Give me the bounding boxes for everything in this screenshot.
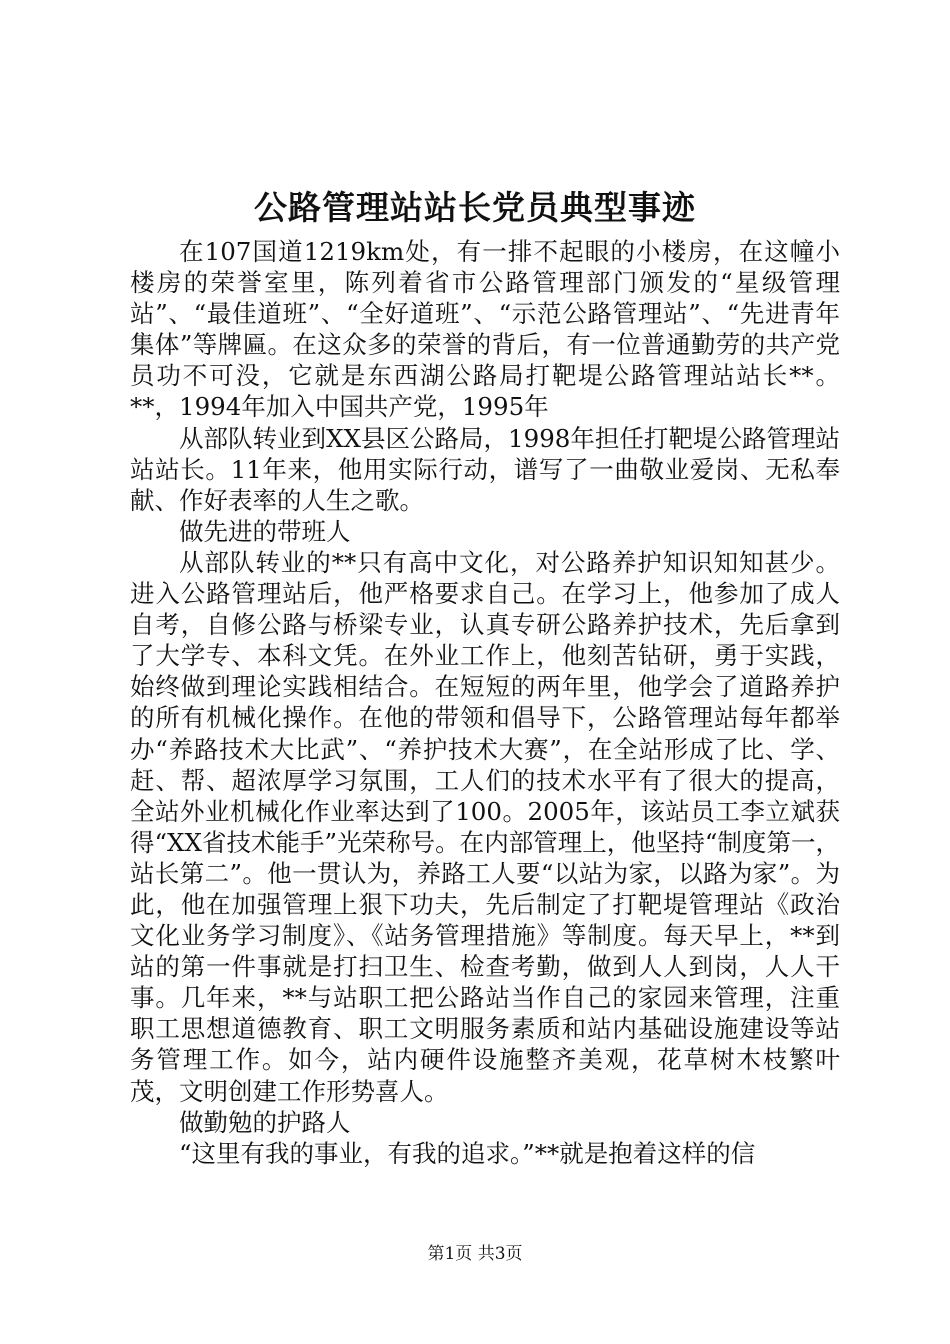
section-heading-leader: 做先进的带班人	[179, 516, 351, 546]
paragraph-leader: 从部队转业的**只有高中文化，对公路养护知识知知甚少。进入公路管理站后，他严格要求自己。在学习上，他参加了成人自考，自修公路与桥梁专业，认真专研公路养护技术，先后拿到了大学专、本科文凭。在外业工作上，他刻苦钻研，勇于实践，始终做到理论实践相结合。在短短的两年里，他学会了道路养护的所有机械化操作。在他的带领和倡导下，公路管理站每年都举办“养路技术大比武”、“养护技术大赛”，在全站形成了比、学、赶、帮、超浓厚学习氛围，工人们的技术水平有了很大的提高，全站外业机械化作业率达到了100。2005年，该站员工李立斌获得“XX省技术能手”光荣称号。在内部管理上，他坚持“制度第一，站长第二”。他一贯认为，养路工人要“以站为家，以路为家”。为此，他在加强管理上狠下功夫，先后制定了打靶堤管理站《政治文化业务学习制度》、《站务管理措施》等制度。每天早上，**到站的第一件事就是打扫卫生、检查考勤，做到人人到岗，人人干事。几年来，**与站职工把公路站当作自己的家园来管理，注重职工思想道德教育、职工文明服务素质和站内基础设施建设等站务管理工作。如今，站内硬件设施整齐美观，花草树木枝繁叶茂，文明创建工作形势喜人。	[130, 547, 840, 1106]
section-heading-road-guardian: 做勤勉的护路人	[179, 1107, 351, 1137]
document-title: 公路管理站站长党员典型事迹	[254, 188, 696, 227]
paragraph-intro: 在107国道1219km处，有一排不起眼的小楼房，在这幢小楼房的荣誉室里，陈列着省市公路管理部门颁发的“星级管理站”、“最佳道班”、“全好道班”、“示范公路管理站”、“先进青年集体”等牌匾。在这众多的荣誉的背后，有一位普通勤劳的共产党员功不可没，它就是东西湖公路局打靶堤公路管理站站长**。**，1994年加入中国共产党，1995年	[130, 237, 840, 422]
paragraph-career: 从部队转业到XX县区公路局，1998年担任打靶堤公路管理站站站长。11年来，他用实际行动，谱写了一曲敬业爱岗、无私奉献、作好表率的人生之歌。	[130, 423, 840, 515]
page-footer: 第1页 共3页	[427, 1244, 523, 1264]
document-body	[130, 236, 840, 1169]
paragraph-road-guardian: “这里有我的事业，有我的追求。”**就是抱着这样的信	[179, 1138, 756, 1168]
